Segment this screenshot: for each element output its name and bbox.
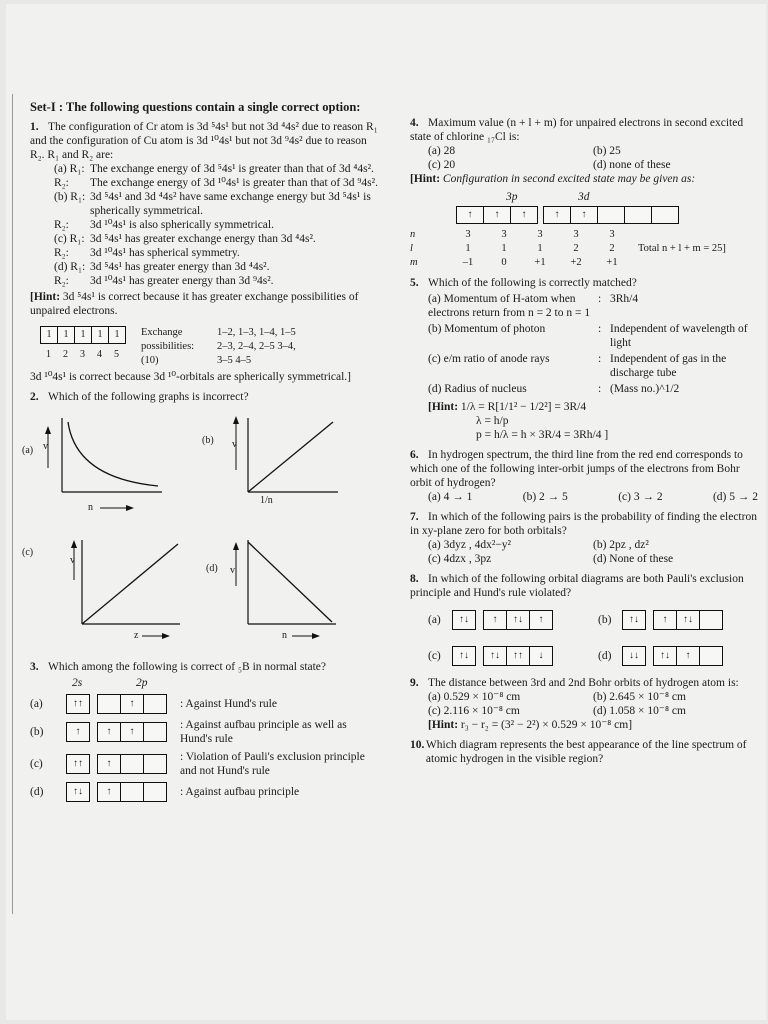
box-number: 1: [46, 349, 51, 360]
q9-options: [410, 690, 758, 718]
qn-label: m: [410, 257, 418, 268]
exchange-pairs: 1–2, 1–3, 1–4, 1–5 2–3, 2–4, 2–5 3–4, 3–5 4–5: [217, 327, 296, 366]
q1-opt-text: The exchange energy of 3d ⁵4s¹ is greater than that of 3d ⁴4s².: [90, 163, 374, 175]
qn-value: 3: [609, 229, 615, 240]
orbital-box: ↑↓: [653, 646, 677, 666]
q3-option-b: [30, 718, 380, 746]
q3-opt-desc: : Against Hund's rule: [180, 698, 277, 710]
q1-hint-end: 3d ¹⁰4s¹ is correct because 3d ¹⁰-orbitals are spherically symmetrical.]: [30, 371, 352, 383]
q6-number: 6.: [410, 449, 419, 461]
q5-hint-line: 1/λ = R[1/1² − 1/2²] = 3R/4: [460, 401, 587, 413]
q7-option: (a) 3dyz , 4dx²−y²: [428, 539, 511, 551]
q9-option: (d) 1.058 × 10⁻⁸ cm: [593, 705, 686, 717]
q1-opt-text: 3d ⁵4s¹ has greater exchange energy than 3d ⁴4s².: [90, 233, 316, 245]
q4-number: 4.: [410, 117, 419, 129]
q1-opt-text: 3d ¹⁰4s¹ has spherical symmetry.: [90, 247, 240, 259]
q6-option: (b) 2 → 5: [522, 491, 568, 503]
orbital-box: ↑↓: [622, 610, 646, 630]
q1-opt-text: 3d ⁵4s¹ and 3d ⁴4s² have same exchange energy but 3d ⁵4s¹ is spherically symmetrical.: [90, 191, 371, 217]
qn-value: 3: [537, 229, 543, 240]
q1-opt-label: R₂:: [54, 247, 69, 259]
q1-opt-text: 3d ⁵4s¹ has greater energy than 3d ⁴4s².: [90, 261, 270, 273]
graph-a: [22, 408, 150, 513]
orbital-box: ↑↓: [676, 610, 700, 630]
question-8: [410, 572, 758, 670]
q3-opt-desc: : Violation of Pauli's exclusion principle and not Hund's rule: [180, 751, 365, 777]
q3-col-2s: 2s: [72, 677, 83, 689]
q3-text: Which among the following is correct of ₅B in normal state?: [48, 661, 327, 673]
graph-d-svg: [208, 532, 348, 642]
orbital-box: ↑: [676, 646, 700, 666]
orbital-box: [143, 782, 167, 802]
q4-option: (d) none of these: [593, 159, 671, 171]
question-5: [410, 276, 758, 442]
orbital-box: [597, 206, 625, 224]
q1-opt-label: R₂:: [54, 275, 69, 287]
q1-opt-text: 3d ¹⁰4s¹ has greater energy than 3d ⁹4s².: [90, 275, 274, 287]
qn-value: 3: [573, 229, 579, 240]
q4-m-row: [410, 256, 758, 270]
question-4: [410, 116, 758, 270]
orbital-box: ↑: [510, 206, 538, 224]
question-9: [410, 676, 758, 732]
box-number: 4: [97, 349, 102, 360]
q8-opt-label: (b): [598, 614, 612, 626]
qn-value: 3: [465, 229, 471, 240]
qn-value: +1: [534, 257, 546, 268]
q1-hint-label: [Hint:: [30, 291, 61, 303]
q4-label-3d: 3d: [578, 191, 590, 203]
q3-option-d: [30, 782, 380, 802]
orbital-box: ↑↓: [452, 646, 476, 666]
orbital-box: ↑: [529, 610, 553, 630]
orbital-box: ↑↓: [452, 610, 476, 630]
orbital-box: [624, 206, 652, 224]
q6-options: [410, 490, 758, 504]
q5-left: (d) Radius of nucleus: [428, 383, 527, 395]
q1-text: The configuration of Cr atom is 3d ⁵4s¹ but not 3d ⁴4s² due to reason R₁ and the configuration of Cu atom is 3d ¹⁰4s¹ but not 3d ⁹4s² due to reason R₂. R₁ and R₂ are:: [30, 121, 378, 161]
graph-xlabel: n: [88, 502, 93, 513]
orbital-box: ↑: [97, 782, 121, 802]
orbital-box: ↑: [483, 206, 511, 224]
q7-text: In which of the following pairs is the probability of finding the electron in xy-plane zero for both orbitals?: [410, 511, 757, 537]
q1-exchange-diagram: [40, 326, 380, 368]
graph-b-svg: [208, 408, 348, 518]
orbital-box: ↑: [66, 722, 90, 742]
q7-option: (d) None of these: [593, 553, 674, 565]
margin-line: [12, 94, 13, 914]
q9-option: (a) 0.529 × 10⁻⁸ cm: [428, 691, 521, 703]
graph-xlabel: z: [134, 630, 139, 641]
q7-option: (c) 4dzx , 3pz: [428, 553, 492, 565]
graph-label: (b): [202, 435, 214, 446]
q5-right: 3Rh/4: [610, 293, 639, 305]
orbital-box: ↓↓: [622, 646, 646, 666]
q8-opt-label: (a): [428, 614, 441, 626]
q5-hint-line: λ = h/p: [476, 415, 509, 427]
q4-n-row: [410, 228, 758, 242]
orbital-box: ↑: [97, 754, 121, 774]
orbital-box: ↑↓: [506, 610, 530, 630]
q4-option: (a) 28: [428, 145, 456, 157]
q1-opt-label: (a) R₁:: [54, 163, 85, 175]
orbital-box: ↑↑: [66, 694, 90, 714]
orbital-box: ↑: [456, 206, 484, 224]
orbital-box: 1: [91, 326, 109, 344]
orbital-box: ↑: [120, 722, 144, 742]
orbital-box: [143, 722, 167, 742]
q10-text: Which diagram represents the best appearance of the line spectrum of atomic hydrogen in the visible region?: [425, 739, 747, 765]
orbital-box: ↑↓: [483, 646, 507, 666]
orbital-box: ↑: [543, 206, 571, 224]
q3-opt-label: (d): [30, 786, 44, 798]
orbital-box: [699, 610, 723, 630]
q9-option: (c) 2.116 × 10⁻⁸ cm: [428, 705, 520, 717]
q5-text: Which of the following is correctly matched?: [428, 277, 637, 289]
graph-d: [206, 532, 328, 641]
orbital-box: ↑↑: [66, 754, 90, 774]
graph-ylabel: v: [70, 555, 75, 566]
right-column: [410, 116, 758, 772]
graph-ylabel: v: [43, 441, 48, 452]
q4-l-row: [410, 242, 758, 256]
q8-number: 8.: [410, 573, 419, 585]
graph-label: (d): [206, 563, 218, 574]
q5-left: (b) Momentum of photon: [428, 323, 546, 335]
q1-opt-label: (c) R₁:: [54, 233, 85, 245]
orbital-box: 1: [108, 326, 126, 344]
q5-right: Independent of gas in the discharge tube: [610, 353, 727, 379]
qn-value: 2: [609, 243, 615, 254]
q1-opt-text: The exchange energy of 3d ¹⁰4s¹ is greater than that of 3d ⁹4s².: [90, 177, 378, 189]
qn-value: 3: [501, 229, 507, 240]
qn-value: +1: [606, 257, 618, 268]
orbital-box: [651, 206, 679, 224]
qn-value: 1: [501, 243, 507, 254]
q8-option-d: [598, 646, 758, 666]
q1-opt-label: R₂:: [54, 177, 69, 189]
graph-c-svg: [30, 532, 190, 642]
graph-label: (a): [22, 445, 34, 456]
q6-option: (d) 5 → 2: [712, 491, 758, 503]
q3-opt-label: (b): [30, 726, 44, 738]
graph-ylabel: v: [232, 439, 237, 450]
qn-label: n: [410, 229, 416, 240]
q2-text: Which of the following graphs is incorrect?: [48, 391, 249, 403]
question-2: [22, 390, 380, 654]
q8-options: [410, 606, 758, 670]
q8-option-a: [428, 610, 598, 630]
orbital-box: [120, 754, 144, 774]
q10-number: 10.: [410, 739, 425, 751]
box-number: 5: [114, 349, 119, 360]
box-number: 2: [63, 349, 68, 360]
q9-option: (b) 2.645 × 10⁻⁸ cm: [593, 691, 686, 703]
q9-text: The distance between 3rd and 2nd Bohr orbits of hydrogen atom is:: [428, 677, 739, 689]
q3-option-a: [30, 694, 380, 714]
question-3: [30, 660, 380, 802]
q9-number: 9.: [410, 677, 419, 689]
question-7: [410, 510, 758, 566]
graph-label: (c): [22, 547, 34, 558]
q1-opt-label: (b) R₁:: [54, 191, 86, 203]
orbital-box: [97, 694, 121, 714]
qn-value: 2: [573, 243, 579, 254]
q4-label-3p: 3p: [506, 191, 518, 203]
graph-a-svg: [30, 408, 170, 518]
question-6: [410, 448, 758, 504]
q5-right: Independent of wavelength of light: [610, 323, 748, 349]
q4-config-boxes: [410, 206, 758, 224]
left-column: [22, 100, 380, 808]
orbital-box: ↑: [120, 694, 144, 714]
orbital-box: [143, 694, 167, 714]
q5-left: (a) Momentum of H-atom when electrons return from n = 2 to n = 1: [428, 293, 591, 319]
q4-total: Total n + l + m = 25]: [638, 243, 726, 254]
q5-right: (Mass no.)^1/2: [610, 383, 680, 395]
qn-value: 0: [501, 257, 507, 268]
exchange-label: Exchange possibilities: (10): [141, 327, 195, 366]
q8-opt-label: (d): [598, 650, 612, 662]
q5-match: (a) Momentum of H-atom when electrons return from n = 2 to n = 1 : 3Rh/4 (b) Momentum of photon : Independent of wavelength of light (c) e/m ratio of anode rays : Independent of gas in the discharge tube (d) Radius of nucleus : (Mass no.)^1/2: [410, 292, 758, 396]
q1-hint-text: 3d ⁵4s¹ is correct because it has greater exchange possibilities of unpaired electrons.: [30, 291, 359, 317]
q8-option-c: [428, 646, 598, 666]
q3-opt-desc: : Against aufbau principle: [180, 786, 300, 798]
q3-number: 3.: [30, 661, 39, 673]
orbital-box: 1: [74, 326, 92, 344]
q3-opt-label: (c): [30, 758, 43, 770]
orbital-box: [120, 782, 144, 802]
q9-hint-label: [Hint:: [428, 719, 459, 731]
orbital-box: 1: [57, 326, 75, 344]
q1-opt-text: 3d ¹⁰4s¹ is also spherically symmetrical.: [90, 219, 274, 231]
q1-opt-label: (d) R₁:: [54, 261, 86, 273]
graph-b: [202, 408, 328, 513]
orbital-box: [143, 754, 167, 774]
q4-option: (c) 20: [428, 159, 456, 171]
q5-hint-label: [Hint:: [428, 401, 459, 413]
orbital-box: ↑: [570, 206, 598, 224]
q4-option: (b) 25: [593, 145, 621, 157]
q3-option-c: [30, 750, 380, 778]
q2-number: 2.: [30, 391, 39, 403]
q1-number: 1.: [30, 121, 39, 133]
question-10: [410, 738, 758, 766]
q1-opt-label: R₂:: [54, 219, 69, 231]
set-heading: Set-I : The following questions contain a single correct option:: [30, 100, 361, 114]
box-number: 3: [80, 349, 85, 360]
page: [6, 4, 766, 1020]
orbital-box: ↑↓: [66, 782, 90, 802]
q6-option: (c) 3 → 2: [618, 491, 663, 503]
q1-options: [30, 162, 380, 288]
q8-opt-label: (c): [428, 650, 441, 662]
q3-opt-label: (a): [30, 698, 43, 710]
orbital-box: ↑: [97, 722, 121, 742]
q7-number: 7.: [410, 511, 419, 523]
qn-label: l: [410, 243, 413, 254]
q3-opt-desc: : Against aufbau principle as well as Hund's rule: [180, 719, 347, 745]
q3-col-2p: 2p: [136, 677, 148, 689]
orbital-box: ↑: [653, 610, 677, 630]
graph-xlabel: n: [282, 630, 287, 641]
orbital-box: [699, 646, 723, 666]
orbital-box: ↓: [529, 646, 553, 666]
qn-value: 1: [465, 243, 471, 254]
orbital-box: ↑↑: [506, 646, 530, 666]
qn-value: –1: [462, 257, 474, 268]
graph-ylabel: v: [230, 565, 235, 576]
q4-hint-label: [Hint:: [410, 173, 441, 185]
q9-hint-text: r₃ − r₂ = (3² − 2²) × 0.529 × 10⁻⁸ cm]: [460, 719, 633, 731]
q6-option: (a) 4 → 1: [428, 491, 473, 503]
qn-value: 1: [537, 243, 543, 254]
qn-value: +2: [570, 257, 582, 268]
q7-option: (b) 2pz , dz²: [593, 539, 649, 551]
q8-text: In which of the following orbital diagrams are both Pauli's exclusion principle and Hund's rule violated?: [410, 573, 744, 599]
q8-option-b: [598, 610, 758, 630]
q4-options: [410, 144, 758, 172]
graph-xlabel: 1/n: [260, 495, 273, 506]
q5-left: (c) e/m ratio of anode rays: [428, 353, 550, 365]
q4-hint-text: Configuration in second excited state may be given as:: [442, 173, 696, 185]
q4-text: Maximum value (n + l + m) for unpaired electrons in second excited state of chlorine ₁₇Cl is:: [410, 117, 744, 143]
question-1: [30, 120, 380, 384]
q7-options: [410, 538, 758, 566]
q2-graphs: [22, 404, 380, 654]
graph-c: [22, 532, 150, 641]
q6-text: In hydrogen spectrum, the third line from the red end corresponds to which one of the following inter-orbit jumps of the electrons from Bohr orbit of hydrogen?: [410, 449, 743, 489]
orbital-box: ↑: [483, 610, 507, 630]
orbital-box: 1: [40, 326, 58, 344]
q5-hint-line: p = h/λ = h × 3R/4 = 3Rh/4 ]: [476, 429, 609, 441]
q5-number: 5.: [410, 277, 419, 289]
